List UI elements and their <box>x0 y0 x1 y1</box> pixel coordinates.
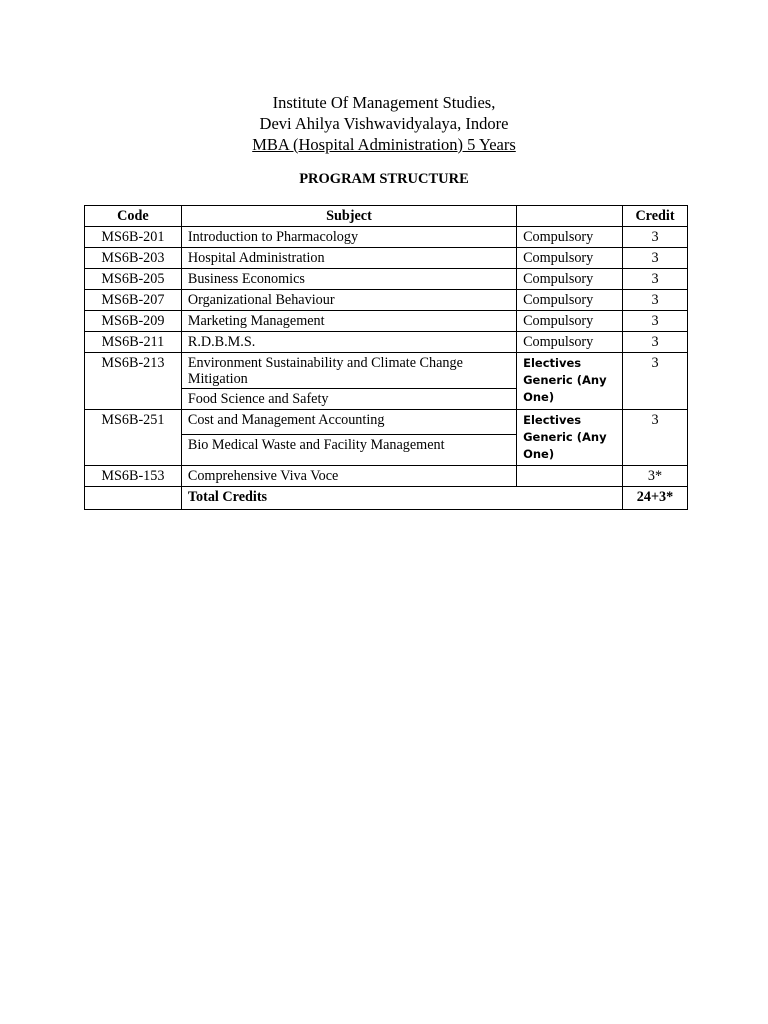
course-credit: 3 <box>623 290 688 311</box>
table-row <box>85 290 688 311</box>
total-credit: 24+3* <box>623 487 688 510</box>
total-empty-cell <box>85 487 182 510</box>
course-credit: 3 <box>623 332 688 353</box>
course-type: Electives Generic (Any One) <box>517 353 623 410</box>
course-subject: Business Economics <box>181 269 516 290</box>
course-type: Electives Generic (Any One) <box>517 410 623 466</box>
course-code: MS6B-153 <box>85 466 182 487</box>
course-type: Compulsory <box>517 269 623 290</box>
course-credit: 3 <box>623 269 688 290</box>
course-type <box>517 466 623 487</box>
course-type: Compulsory <box>517 332 623 353</box>
elective-option: Food Science and Safety <box>181 389 516 410</box>
course-subject: Organizational Behaviour <box>181 290 516 311</box>
course-code: MS6B-251 <box>85 410 182 466</box>
elective-option: Environment Sustainability and Climate Change Mitigation <box>181 353 516 389</box>
structure-title: PROGRAM STRUCTURE <box>299 171 469 187</box>
table-row <box>85 269 688 290</box>
course-type: Compulsory <box>517 227 623 248</box>
course-code: MS6B-205 <box>85 269 182 290</box>
header-subject: Subject <box>181 206 516 227</box>
table-row <box>85 227 688 248</box>
header-type <box>517 206 623 227</box>
total-row <box>85 487 688 510</box>
course-code: MS6B-213 <box>85 353 182 410</box>
table-row <box>85 248 688 269</box>
course-subject: Comprehensive Viva Voce <box>181 466 516 487</box>
table-row <box>85 466 688 487</box>
course-code: MS6B-203 <box>85 248 182 269</box>
course-subject: Introduction to Pharmacology <box>181 227 516 248</box>
course-credit: 3 <box>623 248 688 269</box>
program-structure-table <box>84 205 688 510</box>
course-subject: Marketing Management <box>181 311 516 332</box>
course-credit: 3 <box>623 353 688 410</box>
course-subject: R.D.B.M.S. <box>181 332 516 353</box>
elective-option: Cost and Management Accounting <box>181 410 516 435</box>
course-credit: 3* <box>623 466 688 487</box>
course-code: MS6B-209 <box>85 311 182 332</box>
course-type: Compulsory <box>517 311 623 332</box>
course-code: MS6B-207 <box>85 290 182 311</box>
course-credit: 3 <box>623 410 688 466</box>
document-header <box>0 92 768 155</box>
table-row <box>85 311 688 332</box>
course-type: Compulsory <box>517 248 623 269</box>
table-header-row <box>85 206 688 227</box>
elective-option: Bio Medical Waste and Facility Management <box>181 435 516 466</box>
university-name: Devi Ahilya Vishwavidyalaya, Indore <box>259 114 509 133</box>
course-credit: 3 <box>623 311 688 332</box>
course-credit: 3 <box>623 227 688 248</box>
course-type: Compulsory <box>517 290 623 311</box>
table-row <box>85 332 688 353</box>
elective-row <box>85 353 688 389</box>
course-code: MS6B-211 <box>85 332 182 353</box>
program-name: MBA (Hospital Administration) 5 Years <box>252 135 516 154</box>
course-code: MS6B-201 <box>85 227 182 248</box>
elective-row <box>85 410 688 435</box>
course-subject: Hospital Administration <box>181 248 516 269</box>
header-credit: Credit <box>623 206 688 227</box>
institute-name: Institute Of Management Studies, <box>272 93 496 112</box>
total-label: Total Credits <box>181 487 622 510</box>
header-code: Code <box>85 206 182 227</box>
